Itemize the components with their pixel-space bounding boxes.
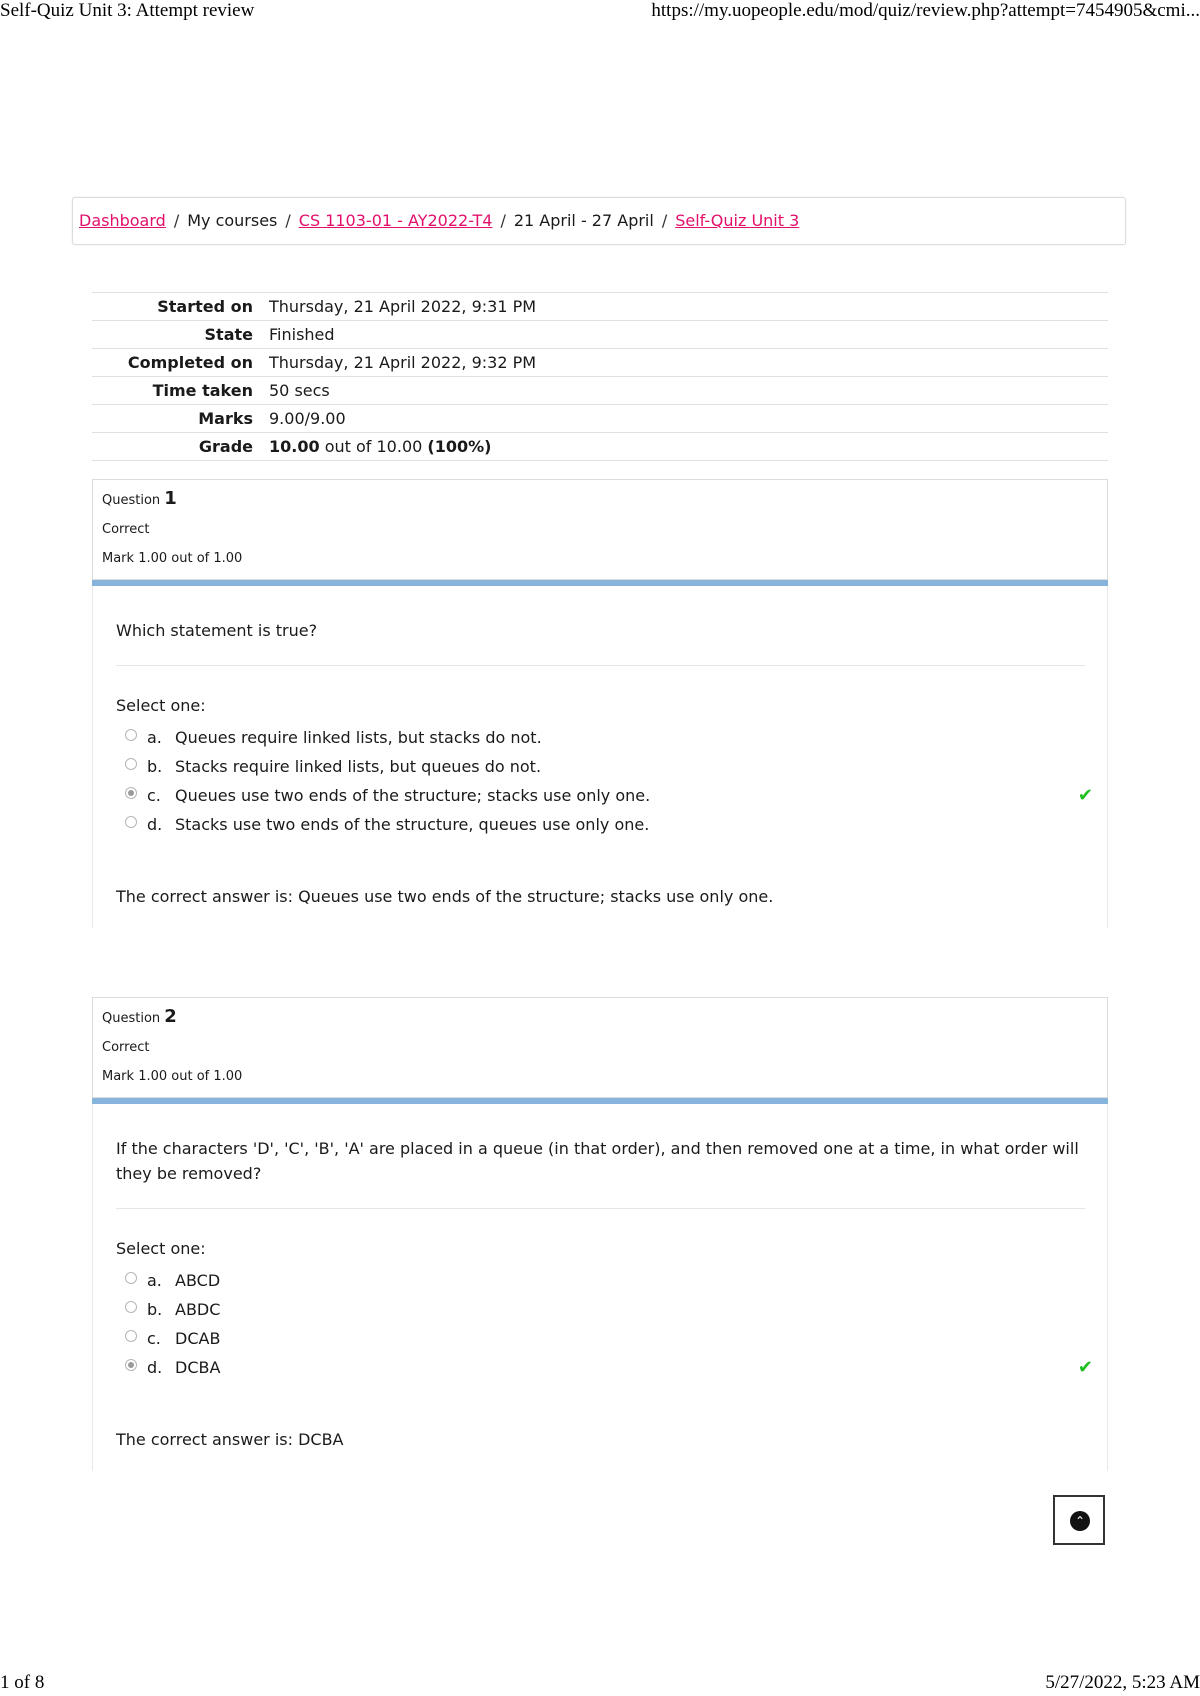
page-url: https://my.uopeople.edu/mod/quiz/review.php?attempt=7454905&cmi... [651,0,1200,21]
question-info [92,479,1108,580]
breadcrumb-dashboard-link[interactable]: Dashboard [79,211,166,230]
question-2 [92,997,1108,1471]
question-status: Correct [102,1040,150,1055]
radio-button[interactable] [125,729,137,741]
answer-option-b[interactable] [116,752,1085,781]
print-datetime: 5/27/2022, 5:23 AM [1045,1672,1200,1693]
breadcrumb-separator: / [173,211,180,230]
summary-label: Started on [157,297,253,316]
option-letter: c. [147,1329,161,1348]
option-letter: d. [147,1358,163,1377]
question-info [92,997,1108,1098]
option-text: ABCD [175,1271,221,1290]
answer-options [116,1266,1093,1382]
radio-button[interactable] [125,758,137,770]
page-count: 1 of 8 [0,1672,45,1693]
summary-value: Finished [269,325,335,344]
scroll-to-top-button[interactable] [1053,1495,1105,1545]
select-one-prompt: Select one: [116,696,206,715]
option-text: DCBA [175,1358,221,1377]
summary-row-marks [92,405,1108,433]
radio-button-selected[interactable] [125,1359,137,1371]
question-mark: Mark 1.00 out of 1.00 [102,1069,243,1084]
option-text: Stacks require linked lists, but queues do not. [175,757,542,776]
option-letter: b. [147,757,163,776]
summary-value: 50 secs [269,381,330,400]
summary-label: Time taken [152,381,253,400]
answer-option-d[interactable] [116,810,1085,839]
option-letter: a. [147,1271,162,1290]
answer-option-a[interactable] [116,1266,1085,1295]
option-letter: c. [147,786,161,805]
summary-row-completed [92,349,1108,377]
grade-value: 10.00 [269,437,320,456]
grade-out-of: out of 10.00 [319,437,428,456]
breadcrumb-separator: / [661,211,668,230]
radio-button[interactable] [125,1330,137,1342]
option-letter: b. [147,1300,163,1319]
breadcrumb-quiz-link[interactable]: Self-Quiz Unit 3 [675,211,800,230]
option-text: ABDC [175,1300,221,1319]
summary-label: Marks [198,409,253,428]
attempt-summary-table [92,292,1108,461]
summary-label: Grade [198,437,253,456]
summary-row-time-taken [92,377,1108,405]
breadcrumb-separator: / [500,211,506,230]
question-text: Which statement is true? [116,586,1085,666]
check-icon: ✔ [1077,1357,1093,1378]
option-letter: a. [147,728,162,747]
chevron-up-icon: ⌃ [1070,1511,1090,1531]
correct-answer-feedback: The correct answer is: DCBA [116,1430,344,1449]
summary-value [269,433,1108,461]
answer-option-c[interactable] [116,781,1093,810]
breadcrumb-week: 21 April - 27 April [513,211,654,230]
breadcrumb [72,197,1126,245]
option-text: DCAB [175,1329,221,1348]
grade-percent: (100%) [427,437,492,456]
summary-row-grade [92,433,1108,461]
breadcrumb-separator: / [285,211,291,230]
summary-label: Completed on [127,353,253,372]
summary-row-started [92,293,1108,321]
answer-option-d[interactable] [116,1353,1093,1382]
radio-button[interactable] [125,1301,137,1313]
summary-value: Thursday, 21 April 2022, 9:31 PM [269,297,537,316]
correct-answer-feedback: The correct answer is: Queues use two ends of the structure; stacks use only one. [116,887,774,906]
summary-value: Thursday, 21 April 2022, 9:32 PM [269,353,537,372]
answer-option-a[interactable] [116,723,1085,752]
summary-row-state [92,321,1108,349]
question-status: Correct [102,522,150,537]
radio-button[interactable] [125,1272,137,1284]
option-text: Queues use two ends of the structure; stacks use only one. [175,786,651,805]
answer-options [116,723,1093,839]
option-text: Stacks use two ends of the structure, queues use only one. [175,815,650,834]
question-number: 2 [164,1006,177,1027]
radio-button[interactable] [125,816,137,828]
breadcrumb-course-link[interactable]: CS 1103-01 - AY2022-T4 [298,211,493,230]
option-letter: d. [147,815,163,834]
question-number: 1 [164,488,177,509]
radio-button-selected[interactable] [125,787,137,799]
print-footer [0,1672,1200,1696]
question-content [92,1104,1108,1471]
answer-option-c[interactable] [116,1324,1085,1353]
summary-value: 9.00/9.00 [269,409,346,428]
question-text: If the characters 'D', 'C', 'B', 'A' are placed in a queue (in that order), and then removed one at a time, in what order will they be removed? [116,1104,1085,1209]
question-1 [92,479,1108,928]
print-header [0,0,1200,26]
select-one-prompt: Select one: [116,1239,206,1258]
question-label: Question [102,1011,161,1026]
option-text: Queues require linked lists, but stacks do not. [175,728,542,747]
page-title: Self-Quiz Unit 3: Attempt review [0,0,255,21]
check-icon: ✔ [1077,785,1093,806]
breadcrumb-my-courses: My courses [187,211,278,230]
answer-option-b[interactable] [116,1295,1085,1324]
question-content [92,586,1108,928]
question-mark: Mark 1.00 out of 1.00 [102,551,243,566]
summary-label: State [204,325,253,344]
question-label: Question [102,493,161,508]
